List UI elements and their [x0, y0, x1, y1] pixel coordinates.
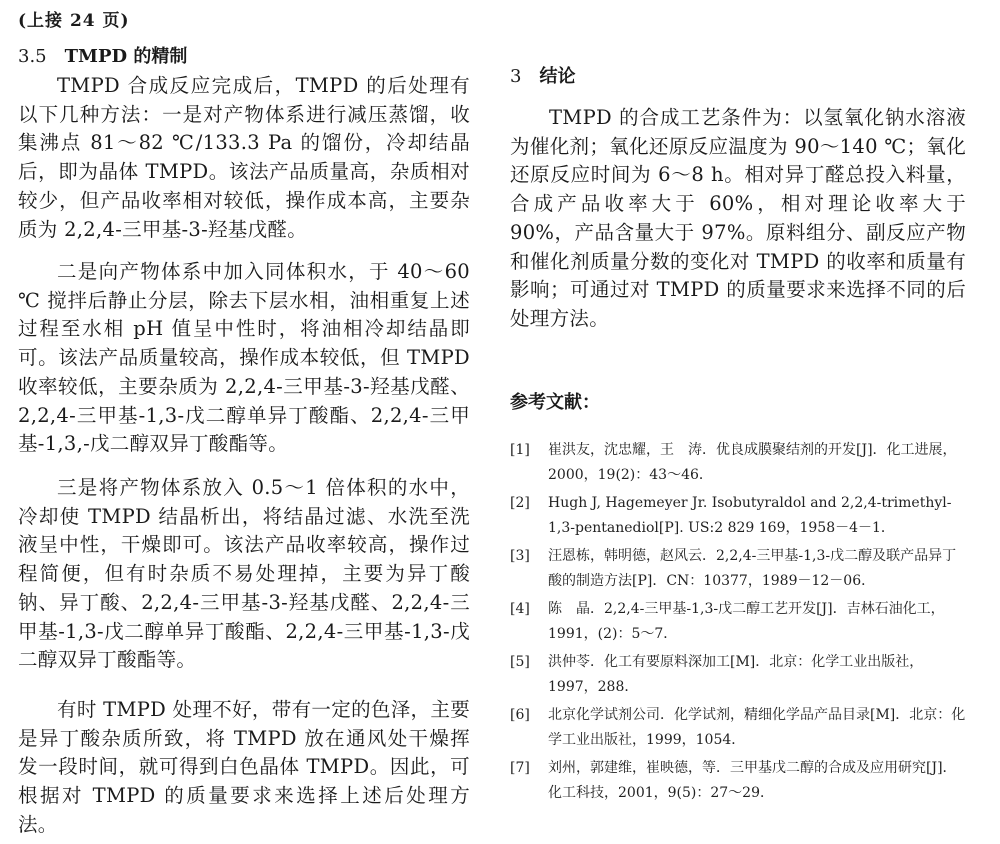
reference-index: [5] — [510, 654, 530, 670]
reference-item — [510, 544, 966, 594]
left-paragraph-2: 二是向产物体系中加入同体积水，于 40～60 ℃ 搅拌后静止分层，除去下层水相，油相重复上述过程至水相 pH 值呈中性时，将油相冷却结晶即可。该法产品质量较高，操作成本较低，但 TMPD 收率较低，主要杂质为 2,2,4-三甲基-3-羟基戊醛、2,2,4-三甲基-1,3-戊二醇单异丁酸酯、2,2,4-三甲基-1,3,-戊二醇双异丁酸酯等。 — [18, 260, 470, 456]
section-heading-3 — [510, 62, 575, 88]
reference-item — [510, 491, 966, 541]
left-paragraph-1: TMPD 合成反应完成后，TMPD 的后处理有以下几种方法：一是对产物体系进行减压蒸馏，收集沸点 81～82 ℃/133.3 Pa 的馏份，冷却结晶后，即为晶体 TMPD。该法产品质量高，杂质相对较少，但产品收率相对较低，操作成本高，主要杂质为 2,2,4-三甲基-3-羟基戊醛。 — [18, 74, 470, 241]
reference-text: 北京化学试剂公司．化学试剂，精细化学品产品目录[M]．北京：化学工业出版社，1999，1054． — [548, 707, 966, 748]
reference-item — [510, 597, 966, 647]
reference-index: [1] — [510, 442, 530, 458]
reference-text: 刘州，郭建维，崔映德，等．三甲基戊二醇的合成及应用研究[J]．化工科技，2001，9(5)：27～29． — [548, 760, 957, 801]
conclusion-paragraph: TMPD 的合成工艺条件为：以氢氧化钠水溶液为催化剂；氧化还原反应温度为 90～140 ℃；氧化还原反应时间为 6～8 h。相对异丁醛总投入料量，合成产品收率大于 60%，相对理论收率大于 90%，产品含量大于 97%。原料组分、副反应产物和催化剂质量分数的变化对 TMPD 的收率和质量有影响；可通过对 TMPD 的质量要求来选择不同的后处理方法。 — [510, 106, 966, 330]
reference-index: [3] — [510, 548, 530, 564]
reference-item — [510, 703, 966, 753]
reference-index: [4] — [510, 601, 530, 617]
section-title: TMPD 的精制 — [64, 46, 188, 67]
section-number: 3.5 — [18, 46, 47, 67]
references-heading: 参考文献： — [510, 392, 600, 413]
continuation-note: (上接 24 页) — [18, 11, 130, 31]
reference-index: [7] — [510, 760, 530, 776]
section-heading-3-5 — [18, 42, 187, 68]
reference-item — [510, 650, 966, 700]
reference-text: 汪恩栋，韩明德，赵风云．2,2,4-三甲基-1,3-戊二醇及联产品异丁酸的制造方法[P]．CN：10377，1989－12－06． — [548, 548, 957, 589]
section-number: 3 — [510, 66, 522, 87]
references-list — [510, 438, 966, 809]
reference-text: 陈 晶．2,2,4-三甲基-1,3-戊二醇工艺开发[J]．吉林石油化工，1991，(2)：5～7． — [548, 601, 945, 642]
reference-text: Hugh J, Hagemeyer Jr. Isobutyraldol and 2,2,4-trimethyl-1,3-pentanediol[P]. US:2 829 169，1958－4－1． — [548, 495, 952, 536]
reference-item — [510, 438, 966, 488]
section-title: 结论 — [539, 66, 576, 87]
left-paragraph-4: 有时 TMPD 处理不好，带有一定的色泽，主要是异丁酸杂质所致，将 TMPD 放在通风处干燥挥发一段时间，就可得到白色晶体 TMPD。因此，可根据对 TMPD 的质量要求来选择上述后处理方法。 — [18, 698, 470, 836]
reference-text: 洪仲苓．化工有要原料深加工[M]．北京：化学工业出版社，1997，288． — [548, 654, 924, 695]
reference-index: [2] — [510, 495, 530, 511]
reference-index: [6] — [510, 707, 530, 723]
reference-text: 崔洪友，沈忠耀，王 涛．优良成膜聚结剂的开发[J]．化工进展，2000，19(2)：43～46． — [548, 442, 957, 483]
reference-item — [510, 756, 966, 806]
left-paragraph-3: 三是将产物体系放入 0.5～1 倍体积的水中，冷却使 TMPD 结晶析出，将结晶过滤、水洗至洗液呈中性，干燥即可。该法产品收率较高，操作过程简便，但有时杂质不易处理掉，主要为异丁酸钠、异丁酸、2,2,4-三甲基-3-羟基戊醛、2,2,4-三甲基-1,3-戊二醇单异丁酸酯、2,2,4-三甲基-1,3-戊二醇双异丁酸酯等。 — [18, 476, 470, 672]
